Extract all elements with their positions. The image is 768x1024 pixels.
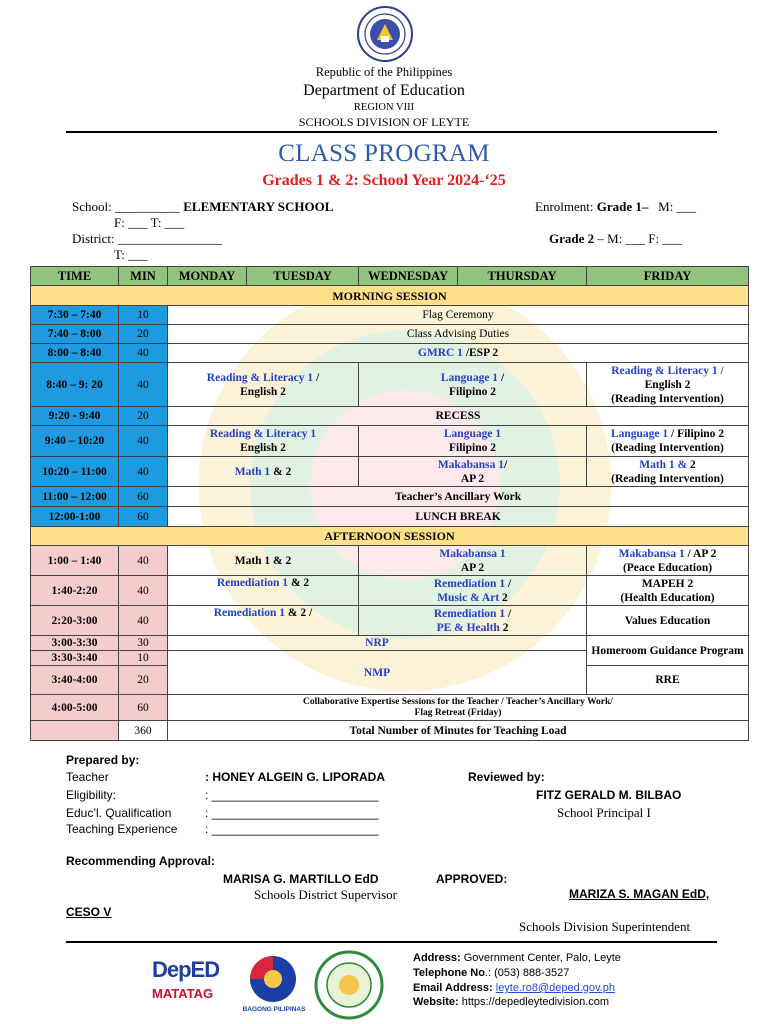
time-cell: 1:00 – 1:40 — [31, 546, 119, 576]
table-row — [31, 325, 749, 344]
footer-address — [413, 952, 621, 964]
phone-value: .: (053) 888-3527 — [484, 967, 570, 979]
f-t-line: F: ___ T: ___ — [114, 215, 185, 230]
mon-tue-cell: Math 1 & 2 — [168, 546, 359, 576]
time-cell: 3:00-3:30 — [31, 636, 119, 651]
subject-label: Music & Art — [437, 591, 500, 604]
grade2-line — [549, 231, 682, 247]
min-cell: 60 — [119, 487, 168, 507]
min-cell: 60 — [119, 695, 168, 721]
page-title: CLASS PROGRAM — [278, 140, 490, 167]
footer-email — [413, 982, 615, 994]
min-cell: 360 — [119, 721, 168, 741]
subject-label: /ESP 2 — [462, 347, 499, 359]
col-friday: FRIDAY — [587, 267, 749, 286]
header-divider — [66, 131, 717, 133]
subject-label: Makabansa 1 — [437, 458, 504, 471]
grade1-label: Grade 1– — [596, 199, 649, 214]
table-row — [31, 407, 749, 426]
deped-matatag-logo — [152, 958, 228, 1016]
table-row — [31, 546, 749, 576]
subject-label: & 2 — [288, 577, 310, 589]
morning-session-label: MORNING SESSION — [31, 286, 749, 306]
school-label: School: __________ — [72, 199, 180, 214]
header-region: REGION VIII — [353, 102, 415, 113]
time-cell: 8:40 – 9: 20 — [31, 363, 119, 407]
subject-label: (Health Education) — [620, 591, 715, 604]
subject-label: PE & Health — [436, 621, 500, 634]
district-line: District: ________________ — [72, 231, 222, 246]
mon-tue-cell — [168, 363, 359, 407]
wed-thu-cell — [359, 363, 587, 407]
approved-label: APPROVED: — [436, 872, 508, 886]
activity-cell: Flag Ceremony — [168, 306, 749, 325]
friday-cell — [587, 546, 749, 576]
subject-label: AP 2 — [460, 472, 485, 485]
col-wednesday: WEDNESDAY — [359, 267, 458, 286]
subject-label: 2 — [499, 591, 508, 604]
header-division: SCHOOLS DIVISION OF LEYTE — [298, 115, 470, 129]
subject-label: (Reading Intervention) — [611, 392, 724, 405]
supervisor-name: MARISA G. MARTILLO EdD — [223, 872, 379, 886]
time-cell: 9:20 - 9:40 — [31, 407, 119, 426]
activity-cell — [168, 695, 749, 721]
prepared-by-label: Prepared by: — [66, 753, 140, 767]
time-cell: 4:00-5:00 — [31, 695, 119, 721]
mon-tue-cell — [168, 426, 359, 457]
min-cell: 20 — [119, 407, 168, 426]
address-label: Address: — [413, 952, 461, 964]
activity-line: Flag Retreat (Friday) — [414, 707, 502, 718]
subject-label: 2 — [285, 465, 292, 478]
eligibility-label: Eligibility: — [66, 788, 117, 802]
class-program-table — [30, 266, 749, 741]
deped-wordmark: DepED — [152, 957, 220, 982]
deped-seal-logo — [357, 6, 413, 62]
time-cell: 7:40 – 8:00 — [31, 325, 119, 344]
time-cell: 11:00 – 12:00 — [31, 487, 119, 507]
friday-cell — [587, 426, 749, 457]
col-thursday: THURSDAY — [458, 267, 587, 286]
grade1-m: M: ___ — [658, 199, 697, 214]
subject-label: / — [717, 364, 724, 377]
table-header-row — [31, 267, 749, 286]
subject-label: / Filipino 2 — [668, 428, 725, 440]
subject-label: Remediation 1 — [216, 577, 289, 589]
time-cell: 8:00 – 8:40 — [31, 344, 119, 363]
table-row — [31, 487, 749, 507]
col-min: MIN — [119, 267, 168, 286]
header-republic: Republic of the Philippines — [315, 65, 453, 79]
friday-cell — [587, 457, 749, 487]
sds-title: Schools Division Superintendent — [519, 919, 691, 934]
activity-cell: Teacher’s Ancillary Work — [168, 487, 749, 507]
min-cell: 30 — [119, 636, 168, 651]
min-cell: 10 — [119, 651, 168, 666]
time-cell: 9:40 – 10:20 — [31, 426, 119, 457]
time-cell: 12:00-1:00 — [31, 507, 119, 527]
subject-label: 2 — [690, 458, 696, 471]
table-row — [31, 576, 749, 606]
min-cell: 40 — [119, 606, 168, 636]
friday-cell: RRE — [587, 666, 749, 695]
subject-label: & — [270, 465, 286, 478]
afternoon-session-row — [31, 527, 749, 546]
subject-label: Remediation 1 — [213, 607, 286, 619]
activity-line: Collaborative Expertise Sessions for the Teacher / Teacher’s Ancillary Work/ — [303, 696, 613, 707]
website-label: Website: — [413, 996, 459, 1008]
subject-label: / — [498, 371, 505, 384]
subject-label: Reading & Literacy 1 — [611, 364, 718, 377]
morning-session-row — [31, 286, 749, 306]
wed-thu-cell — [359, 546, 587, 576]
subject-label: English 2 — [240, 442, 286, 454]
friday-cell — [587, 363, 749, 407]
qualification-blank: : _________________________ — [205, 806, 379, 820]
friday-cell: Values Education — [587, 606, 749, 636]
subject-label: AP 2 — [460, 561, 485, 574]
min-cell: 40 — [119, 457, 168, 487]
friday-cell: Homeroom Guidance Program — [587, 636, 749, 666]
address-value: Government Center, Palo, Leyte — [460, 952, 621, 964]
afternoon-session-label: AFTERNOON SESSION — [31, 527, 749, 546]
subject-label: Filipino 2 — [449, 385, 496, 398]
footer-website — [413, 996, 609, 1008]
col-tuesday: TUESDAY — [247, 267, 359, 286]
min-cell: 20 — [119, 325, 168, 344]
reviewed-by-label: Reviewed by: — [468, 770, 545, 784]
enrolment-label: Enrolment: — [535, 199, 594, 214]
table-row — [31, 344, 749, 363]
grade2-counts: – M: ___ F: ___ — [594, 231, 682, 246]
school-line — [72, 199, 333, 215]
footer-divider — [66, 941, 717, 943]
grade2-label: Grade 2 — [549, 231, 595, 246]
col-monday: MONDAY — [168, 267, 247, 286]
subject-label: Language 1 — [443, 428, 502, 440]
teacher-name: : HONEY ALGEIN G. LIPORADA — [205, 770, 386, 784]
principal-name: FITZ GERALD M. BILBAO — [536, 788, 682, 802]
min-cell: 60 — [119, 507, 168, 527]
min-cell: 40 — [119, 576, 168, 606]
activity-cell: RECESS — [168, 407, 749, 426]
eligibility-blank: : _________________________ — [205, 788, 379, 802]
qualification-label: Educ’l. Qualification — [66, 806, 172, 820]
bagong-pilipinas-wordmark: BAGONG PILIPINAS — [242, 1006, 306, 1013]
subject-label: Makabansa 1 — [618, 547, 685, 560]
subject-label: Reading & Literacy 1 — [206, 371, 314, 384]
subject-label: (Reading Intervention) — [611, 472, 724, 485]
subject-label: / — [313, 371, 320, 384]
subject-label: / — [503, 458, 508, 471]
min-cell: 40 — [119, 546, 168, 576]
activity-cell: Class Advising Duties — [168, 325, 749, 344]
time-cell: 1:40-2:20 — [31, 576, 119, 606]
time-cell — [31, 721, 119, 741]
time-cell: 10:20 – 11:00 — [31, 457, 119, 487]
teacher-label: Teacher — [66, 770, 109, 784]
recommending-label: Recommending Approval: — [66, 854, 215, 868]
subject-label: English 2 — [240, 385, 286, 398]
subject-label: Language 1 — [610, 428, 669, 440]
friday-cell — [587, 576, 749, 606]
table-row — [31, 363, 749, 407]
table-row — [31, 306, 749, 325]
subject-label: (Reading Intervention) — [611, 442, 724, 454]
ceso-label: CESO V — [66, 905, 112, 919]
table-row — [31, 636, 749, 651]
mon-tue-cell — [168, 457, 359, 487]
subject-label: & 2 / — [285, 607, 313, 619]
enrolment-line — [535, 199, 696, 215]
school-name: ELEMENTARY SCHOOL — [183, 199, 334, 214]
wed-thu-cell — [359, 576, 587, 606]
time-cell: 7:30 – 7:40 — [31, 306, 119, 325]
phone-label: Telephone No — [413, 967, 485, 979]
table-row — [31, 695, 749, 721]
subject-label: / — [505, 607, 512, 620]
time-cell: 3:40-4:00 — [31, 666, 119, 695]
min-cell: 20 — [119, 666, 168, 695]
experience-label: Teaching Experience — [66, 822, 178, 836]
subject-label: Math 1 — [639, 458, 675, 471]
subject-label: GMRC 1 — [417, 347, 463, 359]
subject-label: / AP 2 — [684, 547, 717, 560]
min-cell: 40 — [119, 363, 168, 407]
subject-label: / — [505, 577, 512, 590]
subject-label: Language 1 — [440, 371, 499, 384]
subject-label: MAPEH 2 — [641, 577, 694, 590]
min-cell: 40 — [119, 344, 168, 363]
subject-label: Reading & Literacy 1 — [209, 428, 317, 440]
table-row — [31, 507, 749, 527]
mon-tue-cell — [168, 606, 359, 636]
time-cell: 2:20-3:00 — [31, 606, 119, 636]
principal-title: School Principal I — [557, 805, 651, 820]
activity-cell — [168, 344, 749, 363]
email-link[interactable]: leyte.ro8@deped.gov.ph — [495, 982, 615, 994]
subject-label: English 2 — [644, 378, 691, 391]
matatag-wordmark: MATATAG — [152, 986, 214, 1001]
table-row — [31, 457, 749, 487]
subject-label: 2 — [499, 621, 509, 634]
supervisor-title: Schools District Supervisor — [254, 887, 397, 902]
total-label: Total Number of Minutes for Teaching Load — [168, 721, 749, 741]
table-row — [31, 606, 749, 636]
subject-label: Makabansa 1 — [439, 547, 506, 560]
wed-thu-cell — [359, 426, 587, 457]
wed-thu-cell — [359, 457, 587, 487]
activity-cell: NMP — [168, 651, 587, 695]
email-label: Email Address: — [413, 982, 493, 994]
wed-thu-cell — [359, 606, 587, 636]
col-time: TIME — [31, 267, 119, 286]
website-value[interactable]: https://depedleytedivision.com — [458, 996, 610, 1008]
subject-label: (Peace Education) — [622, 561, 713, 574]
subject-label: Filipino 2 — [449, 442, 496, 454]
subject-label: Math 1 — [234, 465, 271, 478]
subject-label: & — [674, 458, 691, 471]
min-cell: 10 — [119, 306, 168, 325]
experience-blank: : _________________________ — [205, 822, 379, 836]
t-line: T: ___ — [114, 247, 148, 262]
time-cell: 3:30-3:40 — [31, 651, 119, 666]
table-row — [31, 426, 749, 457]
min-cell: 40 — [119, 426, 168, 457]
activity-cell: LUNCH BREAK — [168, 507, 749, 527]
header-department: Department of Education — [303, 82, 465, 99]
bagong-pilipinas-logo — [240, 954, 306, 1004]
page-subtitle: Grades 1 & 2: School Year 2024-‘25 — [262, 172, 506, 189]
schools-division-leyte-logo — [314, 950, 384, 1020]
activity-cell: NRP — [168, 636, 587, 651]
total-row — [31, 721, 749, 741]
subject-label: Remediation 1 — [433, 577, 506, 590]
mon-tue-cell — [168, 576, 359, 606]
subject-label: Remediation 1 — [433, 607, 506, 620]
sds-name: MARIZA S. MAGAN EdD, — [569, 887, 710, 901]
footer-telephone — [413, 967, 569, 979]
